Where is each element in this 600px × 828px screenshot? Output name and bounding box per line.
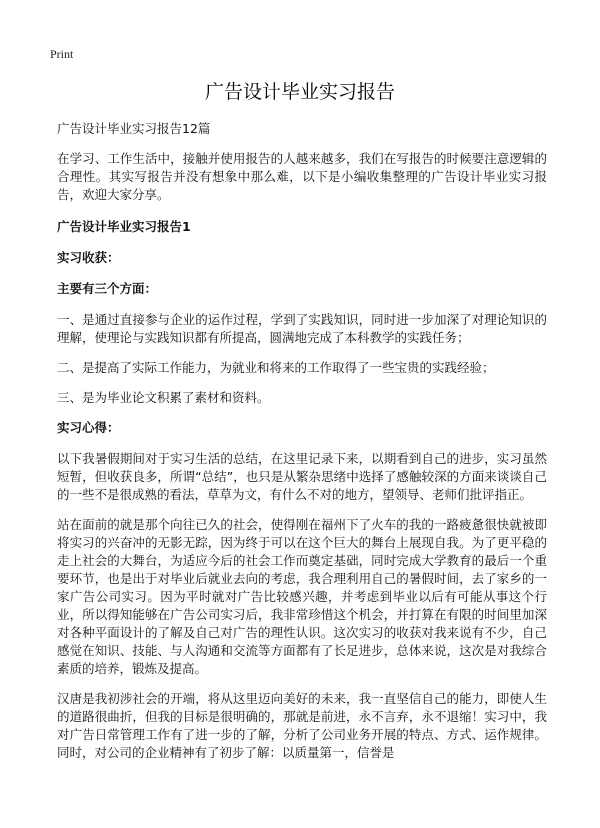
print-link[interactable]: Print	[50, 47, 74, 61]
document-body	[57, 120, 547, 774]
aspect-item: 三、是为毕业论文积累了素材和资料。	[57, 390, 270, 405]
document-subtitle: 广告设计毕业实习报告12篇	[57, 121, 211, 136]
harvest-heading: 实习收获：	[57, 250, 120, 265]
experience-paragraph: 站在面前的就是那个向往已久的社会，使得刚在福州下了火车的我的一路疲惫很快就被即将实习的兴奋冲的无影无踪，因为终于可以在这个巨大的舞台上展现自我。为了更平稳的走上社会的大舞台，为适应今后的社会工作而奠定基础，同时完成大学教育的最后一个重要环节，也是出于对毕业后就业去向的考虑，我合理利用自己的暑假时间，去了家乡的一家广告公司实习。因为平时就对广告比较感兴趣，并考虑到毕业以后有可能从事这个行业，所以得知能够在广告公司实习后，我非常珍惜这个机会，并打算在有限的时间里加深对各种平面设计的了解及自己对广告的理性认识。这次实习的收获对我来说有不少，自己感觉在知识、技能、与人沟通和交流等方面都有了长足进步，总体来说，这次是对我综合素质的培养，锻炼及提高。	[57, 517, 547, 676]
experience-heading: 实习心得：	[57, 420, 120, 435]
document-title: 广告设计毕业实习报告	[204, 81, 395, 103]
aspect-item: 二、是提高了实际工作能力，为就业和将来的工作取得了一些宝贵的实践经验；	[57, 360, 495, 375]
aspects-heading: 主要有三个方面：	[57, 281, 158, 296]
experience-paragraph: 以下我暑假期间对于实习生活的总结，在这里记录下来，以期看到自己的进步，实习虽然短暂，但收获良多，所谓“总结”，也只是从繁杂思绪中选择了感触较深的方面来谈谈自己的一些不是很成熟的看法，草草为文，有什么不对的地方，望领导、老师们批评指正。	[57, 451, 547, 502]
experience-paragraph: 汉唐是我初涉社会的开端，将从这里迈向美好的未来，我一直坚信自己的能力，即使人生的道路很曲折，但我的目标是很明确的，那就是前进，永不言弃，永不退缩！实习中，我对广告日常管理工作有了进一步的了解，分析了公司业务开展的特点、方式、运作规律。同时，对公司的企业精神有了初步了解：以质量第一，信誉是	[57, 691, 547, 760]
aspect-item: 一、是通过直接参与企业的运作过程，学到了实践知识，同时进一步加深了对理论知识的理解，使理论与实践知识都有所提高，圆满地完成了本科教学的实践任务；	[57, 312, 547, 345]
intro-paragraph: 在学习、工作生活中，接触并使用报告的人越来越多，我们在写报告的时候要注意逻辑的合理性。其实写报告并没有想象中那么难，以下是小编收集整理的广告设计毕业实习报告，欢迎大家分享。	[57, 151, 547, 202]
section-heading: 广告设计毕业实习报告1	[57, 219, 191, 234]
